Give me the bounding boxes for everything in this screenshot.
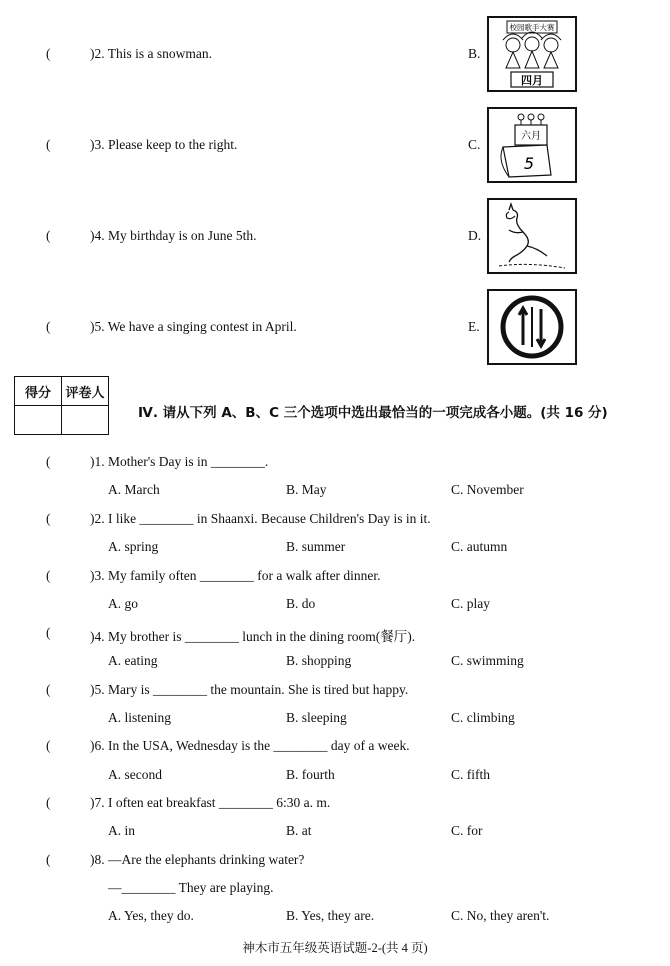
picture-letter: B.	[468, 46, 481, 61]
answer-paren[interactable]: (	[46, 228, 51, 243]
option-a[interactable]: A. March	[108, 482, 160, 497]
option-b[interactable]: B. summer	[286, 539, 346, 554]
question-stem: )3. My family often ________ for a walk after dinner.	[90, 568, 381, 583]
grader-header: 评卷人	[62, 377, 109, 406]
option-b[interactable]: B. Yes, they are.	[286, 908, 375, 923]
score-header: 得分	[15, 377, 62, 406]
answer-paren[interactable]: (	[46, 46, 51, 61]
option-b[interactable]: B. May	[286, 482, 327, 497]
day-five-label: 5	[523, 154, 535, 173]
option-c[interactable]: C. autumn	[451, 539, 508, 554]
answer-paren[interactable]: (	[46, 454, 51, 469]
answer-paren[interactable]: (	[46, 682, 51, 697]
question-stem: )6. In the USA, Wednesday is the ________ day of a week.	[90, 738, 410, 753]
option-b[interactable]: B. sleeping	[286, 710, 347, 725]
kangaroo-icon	[489, 200, 575, 272]
option-c[interactable]: C. No, they aren't.	[451, 908, 550, 923]
answer-paren[interactable]: (	[46, 795, 51, 810]
question-stem: )8. —Are the elephants drinking water?	[90, 852, 305, 867]
question-stem: )5. Mary is ________ the mountain. She is tired but happy.	[90, 682, 409, 697]
option-a[interactable]: A. second	[108, 767, 162, 782]
picture-letter: E.	[468, 319, 480, 334]
calendar-icon	[489, 109, 575, 181]
picture-letter: C.	[468, 137, 481, 152]
option-c[interactable]: C. play	[451, 596, 490, 611]
keep-right-sign-picture	[487, 289, 577, 365]
option-a[interactable]: A. spring	[108, 539, 159, 554]
kangaroo-picture	[487, 198, 577, 274]
score-cell[interactable]	[15, 406, 62, 435]
option-c[interactable]: C. for	[451, 823, 483, 838]
option-a[interactable]: A. go	[108, 596, 138, 611]
matching-item-text: )3. Please keep to the right.	[90, 137, 238, 152]
answer-paren[interactable]: (	[46, 319, 51, 334]
option-c[interactable]: C. fifth	[451, 767, 490, 782]
section-title: Ⅳ. 请从下列 A、B、C 三个选项中选出最恰当的一项完成各小题。(共 16 分)	[138, 405, 608, 421]
page-footer: 神木市五年级英语试题-2-(共 4 页)	[242, 941, 428, 955]
option-a[interactable]: A. eating	[108, 653, 158, 668]
option-c[interactable]: C. swimming	[451, 653, 524, 668]
option-a[interactable]: A. Yes, they do.	[108, 908, 194, 923]
option-a[interactable]: A. listening	[108, 710, 171, 725]
question-stem: )2. I like ________ in Shaanxi. Because Children's Day is in it.	[90, 511, 431, 526]
answer-paren[interactable]: (	[46, 568, 51, 583]
answer-paren[interactable]: (	[46, 738, 51, 753]
score-table	[14, 376, 109, 435]
june-label: 六月	[521, 131, 541, 142]
option-b[interactable]: B. shopping	[286, 653, 352, 668]
question-stem: )4. My brother is ________ lunch in the dining room(餐厅).	[90, 629, 416, 644]
matching-item-text: )5. We have a singing contest in April.	[90, 319, 297, 334]
singers-icon	[489, 18, 575, 90]
answer-paren[interactable]: (	[46, 852, 51, 867]
option-b[interactable]: B. do	[286, 596, 316, 611]
question-stem: )7. I often eat breakfast ________ 6:30 a. m.	[90, 795, 331, 810]
matching-item-text: )4. My birthday is on June 5th.	[90, 228, 257, 243]
singing-contest-april-picture	[487, 16, 577, 92]
option-c[interactable]: C. November	[451, 482, 524, 497]
answer-paren[interactable]: (	[46, 625, 51, 640]
question-stem: )1. Mother's Day is in ________.	[90, 454, 269, 469]
option-a[interactable]: A. in	[108, 823, 135, 838]
picture-letter: D.	[468, 228, 482, 243]
option-b[interactable]: B. at	[286, 823, 312, 838]
grader-cell[interactable]	[62, 406, 109, 435]
option-b[interactable]: B. fourth	[286, 767, 335, 782]
answer-paren[interactable]: (	[46, 511, 51, 526]
keep-right-sign-icon	[489, 291, 575, 363]
dialogue-reply: —________ They are playing.	[108, 880, 274, 895]
contest-banner-text: 校园歌手大赛	[509, 23, 555, 32]
answer-paren[interactable]: (	[46, 137, 51, 152]
calendar-june-5-picture	[487, 107, 577, 183]
april-label: 四月	[521, 74, 543, 87]
matching-item-text: )2. This is a snowman.	[90, 46, 212, 61]
option-c[interactable]: C. climbing	[451, 710, 515, 725]
